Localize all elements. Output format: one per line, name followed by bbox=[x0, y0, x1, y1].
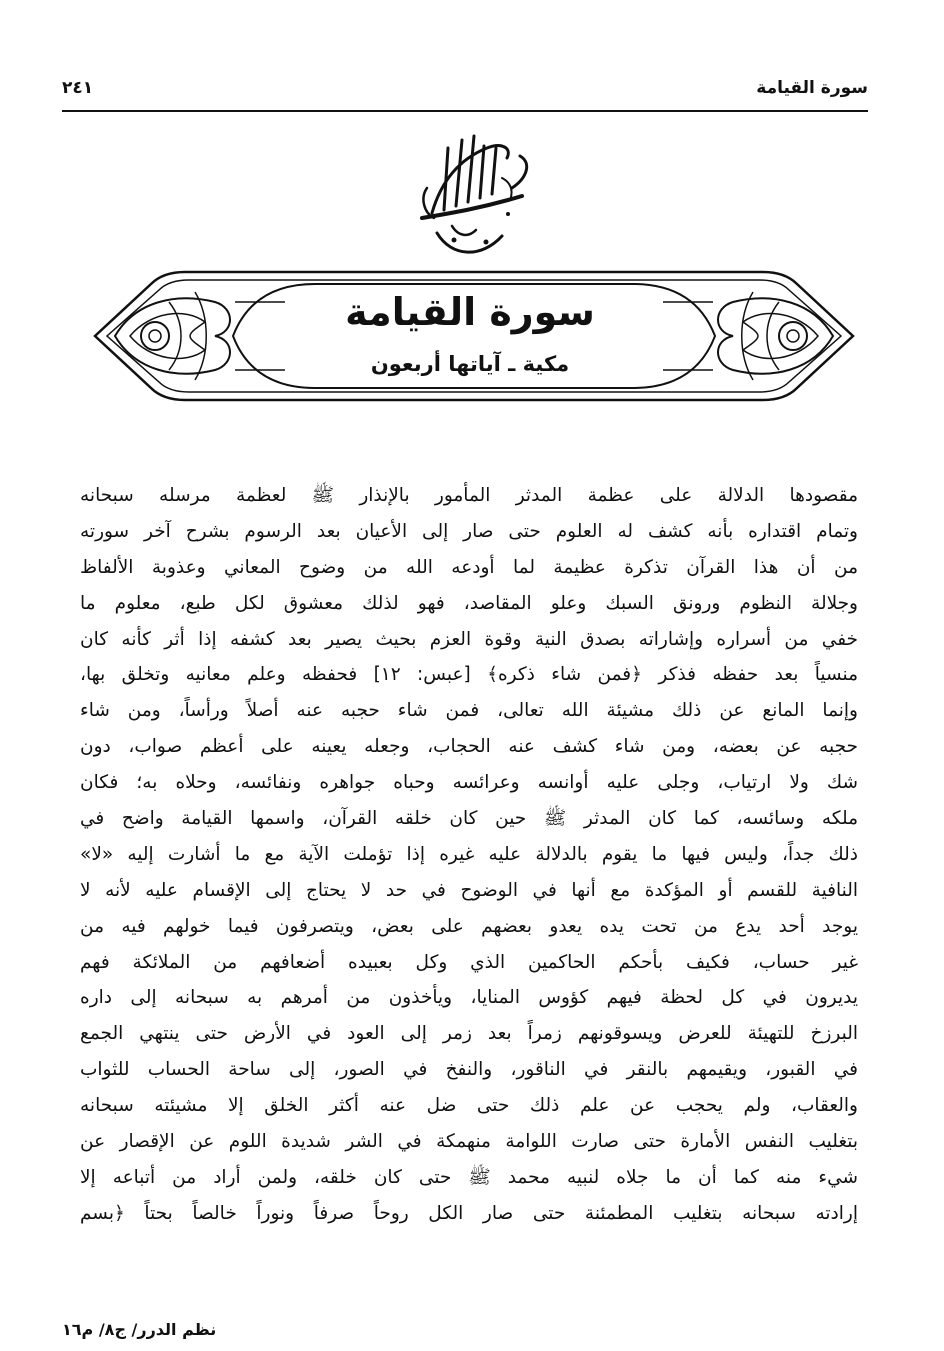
text-line: وإنما المانع عن ذلك مشيئة الله تعالى، فمن شاء حجبه عنه أصلاً ورأساً، ومن شاء bbox=[80, 700, 858, 722]
body-text bbox=[80, 478, 858, 1232]
surah-title-frame bbox=[85, 262, 863, 410]
text-line: البرزخ للتهيئة للعرض ويسوقونهم زمراً بعد زمر إلى العود في الأرض حتى ينتهي الجمع bbox=[80, 1023, 858, 1045]
text-line: غير حساب، فكيف بأحكم الحاكمين الذي وكل بعبيده أضعافهم من الملائكة فهم bbox=[80, 951, 858, 973]
text-line: من أن هذا القرآن تذكرة عظيمة لما أودعه الله من وضوح المعاني وعذوبة الألفاظ bbox=[80, 556, 858, 578]
text-line: يديرون في كل لحظة فيهم كؤوس المنايا، ويأخذون من أمرهم به سبحانه إلى داره bbox=[80, 987, 858, 1009]
text-line: في القبور، ويقيمهم بالنقر في الناقور، والنفخ في الصور، إلى ساحة الحساب للثواب bbox=[80, 1059, 858, 1081]
text-line: ملكه وسائسه، كما كان المدثر ﷺ حين كان خلقه القرآن، واسمها القيامة واضح في bbox=[80, 808, 858, 830]
basmala-calligraphy bbox=[392, 118, 552, 268]
running-head-surah: سورة القيامة bbox=[756, 78, 868, 98]
text-line: النافية للقسم أو المؤكدة مع أنها في الوضوح في حد لا يحتاج إلى الإقسام عليه لأنه لا bbox=[80, 879, 858, 901]
text-line: منسياً بعد حفظه فذكر ﴿فمن شاء ذكره﴾ [عبس: ١٢] فحفظه وعلم معانيه وتخلق بها، bbox=[80, 664, 858, 686]
ornamental-border bbox=[85, 262, 863, 410]
text-line: شك ولا ارتياب، وجلى عليه أوانسه وعرائسه وحباه جواهره ونفائسه، وحلاه به؛ فكان bbox=[80, 772, 858, 794]
page-header bbox=[62, 70, 868, 110]
text-line: إرادته سبحانه بتغليب المطمئنة حتى صار الكل روحاً صرفاً ونوراً خالصاً بحتاً ﴿بسم bbox=[80, 1202, 858, 1224]
text-line: شيء منه كما أن ما جلاه لنبيه محمد ﷺ حتى كان خلقه، ولمن أراد من أتباعه إلا bbox=[80, 1166, 858, 1188]
basmala-calligraphy-graphic bbox=[392, 118, 552, 268]
header-rule bbox=[62, 110, 868, 112]
text-line: ذلك جداً، وليس فيها ما يقوم بالدلالة عليه غيره إذا تؤملت الآية مع ما أشارت إليه «لا» bbox=[80, 843, 858, 865]
text-line: بتغليب النفس الأمارة حتى صارت اللوامة منهمكة في الشر شديدة اللوم عن الإقصار عن bbox=[80, 1131, 858, 1153]
text-line: مقصودها الدلالة على عظمة المدثر المأمور بالإنذار ﷺ لعظمة مرسله سبحانه bbox=[80, 485, 858, 506]
text-line: يوجد أحد يدع من تحت يده يعدو بعضهم على بعض، ويتصرفون فيما خولهم فيه من bbox=[80, 915, 858, 937]
text-line: خفي من أسراره وإشاراته بصدق النية وقوة العزم بحيث يصير بعد كشفه إذا أثر كأنه كان bbox=[80, 628, 858, 650]
text-line: وتمام اقتداره بأنه كشف له العلوم حتى صار إلى الأعيان بعد الرسوم بشرح آخر سورته bbox=[80, 520, 858, 542]
page-number: ٢٤١ bbox=[62, 78, 94, 98]
surah-subtitle: مكية ـ آياتها أربعون bbox=[370, 352, 570, 376]
footer-signature: نظم الدرر/ ج٨/ م١٦ bbox=[62, 1320, 217, 1339]
text-line: حجبه عن بعضه، ومن شاء كشف عنه الحجاب، وجعله يعينه على أعظم صواب، دون bbox=[80, 736, 858, 758]
surah-title: سورة القيامة bbox=[345, 290, 595, 334]
text-line: والعقاب، ولم يحجب عن علم ذلك حتى ضل عنه أكثر الخلق إلا مشيئته سبحانه bbox=[80, 1095, 858, 1117]
text-line: وجلالة النظوم ورونق السبك وعلو المقاصد، فهو لذلك معشوق لكل طبع، معلوم ما bbox=[80, 592, 858, 614]
